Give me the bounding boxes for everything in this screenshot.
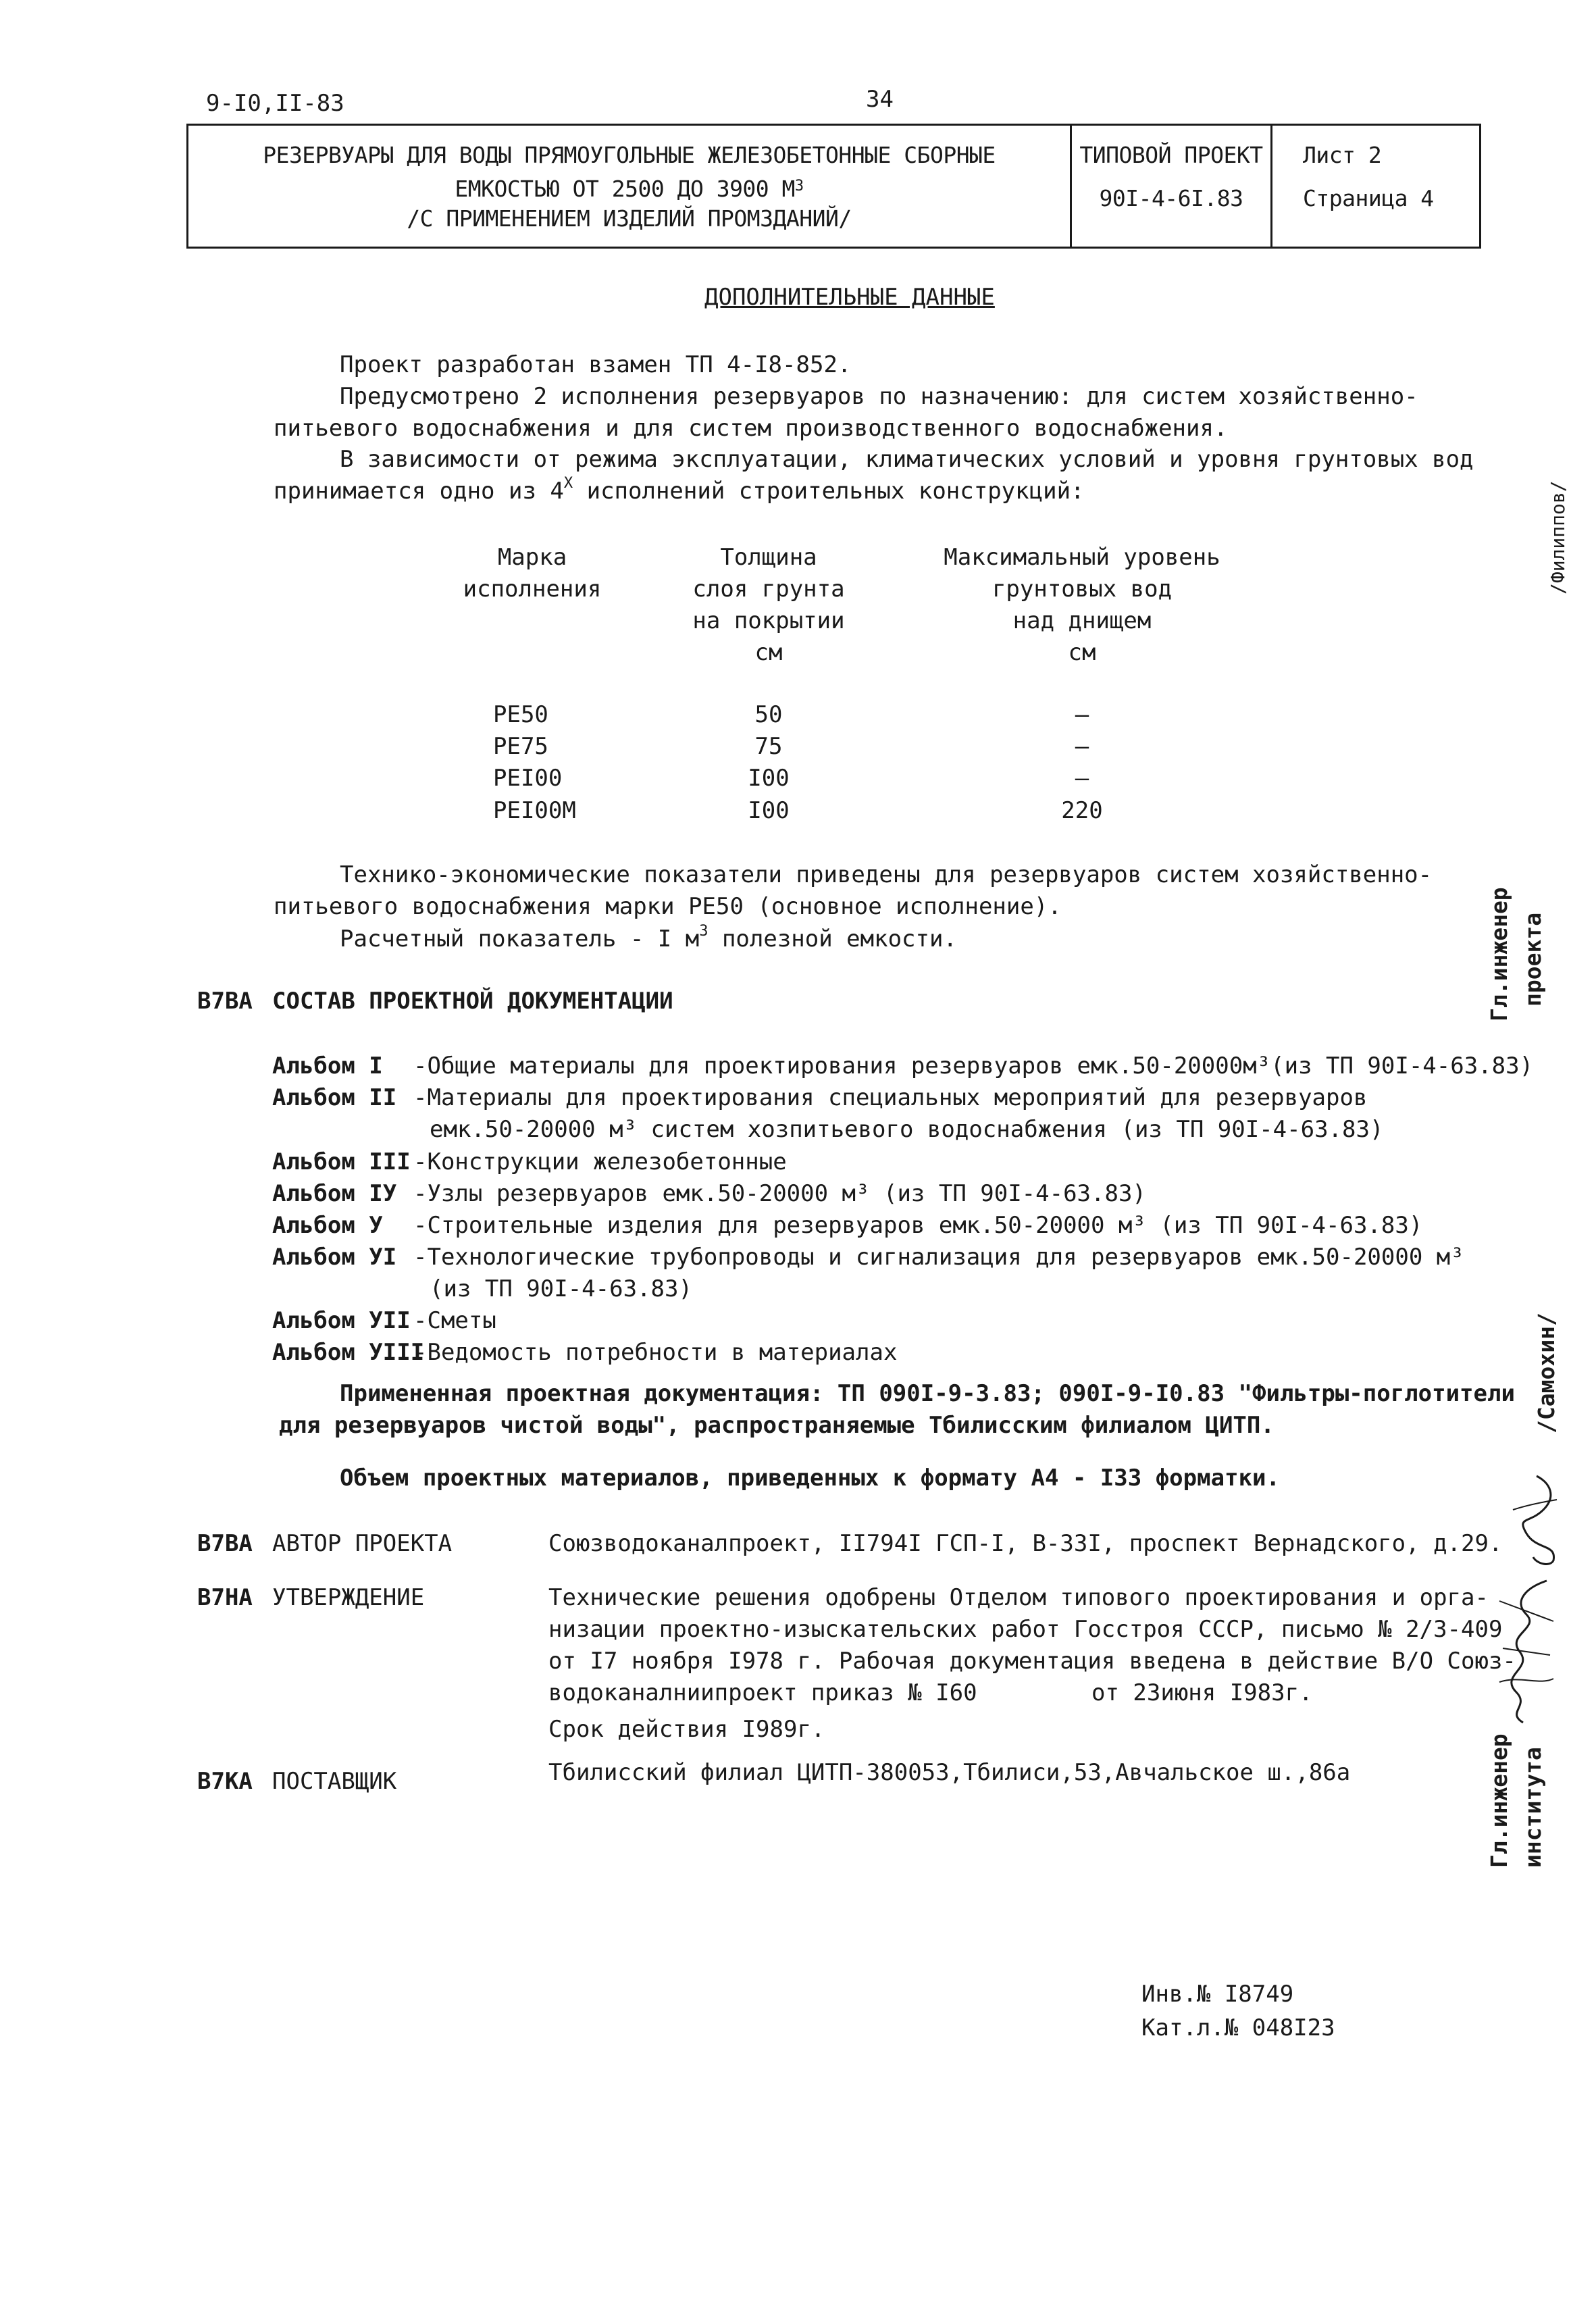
approval-line5: Срок действия I989г.	[548, 1716, 825, 1743]
approval-line3: от I7 ноября I978 г. Рабочая документация введена в действие В/О Союз-	[548, 1648, 1516, 1675]
intro-p2-line2: питьевого водоснабжения и для систем производственного водоснабжения.	[274, 415, 1228, 442]
table-row-2-thickness: 75	[754, 733, 783, 760]
tech-econ-line3b: полезной емкости.	[708, 925, 957, 952]
table-row-3-thickness: I00	[748, 765, 790, 792]
approval-code: В7НА	[197, 1584, 253, 1611]
approval-line2: низации проектно-изыскательских работ Госстроя СССР, письмо № 2/3-409	[548, 1616, 1503, 1643]
album-5-name: Альбом У	[272, 1212, 383, 1239]
table-header-thickness-4: см	[754, 639, 783, 666]
intro-p2-line1: Предусмотрено 2 исполнения резервуаров по назначению: для систем хозяйственно-	[340, 383, 1418, 410]
table-header-level-1: Максимальный уровень	[944, 544, 1220, 571]
intro-p3-line1: В зависимости от режима эксплуатации, климатических условий и уровня грунтовых вод	[340, 446, 1474, 473]
table-row-2-mark: РЕ75	[493, 733, 548, 760]
tech-econ-sup: 3	[699, 923, 709, 940]
catalog-number: Кат.л.№ 048I23	[1141, 2014, 1335, 2041]
table-header-level-3: над днищем	[1012, 607, 1152, 634]
composition-title: СОСТАВ ПРОЕКТНОЙ ДОКУМЕНТАЦИИ	[272, 988, 673, 1015]
table-row-3-mark: РЕI00	[493, 765, 563, 792]
applied-docs-line1: Примененная проектная документация: ТП 090I-9-3.83; 090I-9-I0.83 "Фильтры-поглотители	[340, 1380, 1515, 1407]
side-name-2: /Самохин/	[1533, 1313, 1560, 1433]
composition-code: В7ВА	[197, 988, 253, 1015]
album-2-name: Альбом II	[272, 1084, 397, 1111]
inventory-number: Инв.№ I8749	[1141, 1981, 1294, 2008]
album-1-text: -Общие материалы для проектирования резервуаров емк.50-20000м³(из ТП 90I-4-63.83)	[413, 1052, 1534, 1079]
approval-label: УТВЕРЖДЕНИЕ	[272, 1584, 425, 1611]
intro-p3-line2b: исполнений строительных конструкций:	[573, 478, 1085, 505]
table-row-3-level: –	[1075, 765, 1089, 792]
side-name-1: /Филиппов/	[1547, 480, 1569, 594]
approval-line4b: от 23июня I983г.	[1091, 1679, 1313, 1706]
author-code: В7ВА	[197, 1530, 253, 1557]
project-number: 90I-4-6I.83	[1099, 185, 1243, 211]
intro-p1: Проект разработан взамен ТП 4-I8-852.	[340, 351, 852, 378]
table-row-1-thickness: 50	[754, 701, 783, 728]
section-title: ДОПОЛНИТЕЛЬНЫЕ ДАННЫЕ	[704, 284, 995, 311]
album-8-text: -Ведомость потребности в материалах	[413, 1339, 898, 1366]
table-row-2-level: –	[1075, 733, 1089, 760]
table-header-thickness-2: слоя грунта	[692, 576, 845, 603]
volume-note: Объем проектных материалов, приведенных к формату А4 - I33 форматки.	[340, 1465, 1280, 1492]
sheet-number: Лист 2	[1303, 142, 1382, 168]
album-2-text: -Материалы для проектирования специальных мероприятий для резервуаров	[413, 1084, 1368, 1111]
side-chief-project-1: Гл.инженер	[1486, 887, 1512, 1021]
title-line-2-text: ЕМКОСТЬЮ ОТ 2500 ДО 3900 М	[455, 176, 795, 202]
side-chief-institute-2: института	[1520, 1747, 1546, 1868]
supplier-text: Тбилисский филиал ЦИТП-380053,Тбилиси,53,Авчальское ш.,86а	[548, 1759, 1351, 1786]
title-line-1: РЕЗЕРВУАРЫ ДЛЯ ВОДЫ ПРЯМОУГОЛЬНЫЕ ЖЕЛЕЗОБЕТОННЫЕ СБОРНЫЕ	[263, 142, 996, 168]
intro-p3-line2a: принимается одно из 4	[274, 478, 564, 505]
side-chief-project-2: проекта	[1520, 912, 1546, 1007]
table-row-4-mark: РЕI00М	[493, 797, 576, 824]
tech-econ-line3a: Расчетный показатель - I м	[340, 925, 700, 952]
side-chief-institute-1: Гл.инженер	[1486, 1733, 1512, 1868]
table-row-4-level: 220	[1061, 797, 1103, 824]
signature-1	[1496, 1469, 1570, 1571]
supplier-label: ПОСТАВЩИК	[272, 1768, 397, 1795]
album-7-text: -Сметы	[413, 1307, 496, 1334]
approval-line4a: водоканалниипроект приказ № I60	[548, 1679, 977, 1706]
tech-econ-line3	[340, 925, 957, 952]
supplier-code: В7КА	[197, 1768, 253, 1795]
album-7-name: Альбом УII	[272, 1307, 411, 1334]
signature-2	[1486, 1574, 1567, 1729]
album-6-text: -Технологические трубопроводы и сигнализация для резервуаров емк.50-20000 м³	[413, 1244, 1464, 1271]
author-text: Союзводоканалпроект, II794I ГСП-I, В-33I, проспект Вернадского, д.29.	[548, 1530, 1503, 1557]
table-header-thickness-3: на покрытии	[692, 607, 845, 634]
album-1-name: Альбом I	[272, 1052, 383, 1079]
tech-econ-line2: питьевого водоснабжения марки РЕ50 (основное исполнение).	[274, 893, 1062, 920]
applied-docs-line2: для резервуаров чистой воды", распространяемые Тбилисским филиалом ЦИТП.	[279, 1412, 1275, 1439]
tech-econ-line1: Технико-экономические показатели приведены для резервуаров систем хозяйственно-	[340, 861, 1433, 888]
table-header-mark-2: исполнения	[463, 576, 602, 603]
intro-p3-line2	[274, 475, 1085, 505]
table-header-mark-1: Марка	[497, 544, 567, 571]
table-header-thickness-1: Толщина	[720, 544, 817, 571]
title-block	[186, 124, 1481, 249]
project-label: ТИПОВОЙ ПРОЕКТ	[1079, 142, 1263, 168]
album-5-text: -Строительные изделия для резервуаров емк.50-20000 м³ (из ТП 90I-4-63.83)	[413, 1212, 1423, 1239]
series-code: 9-I0,II-83	[206, 90, 344, 117]
table-row-1-mark: РЕ50	[493, 701, 548, 728]
album-3-name: Альбом III	[272, 1148, 411, 1175]
table-row-4-thickness: I00	[748, 797, 790, 824]
intro-p3-sup: Х	[563, 475, 573, 492]
page-number: 34	[866, 86, 894, 113]
table-header-level-2: грунтовых вод	[992, 576, 1173, 603]
approval-line1: Технические решения одобрены Отделом типового проектирования и орга-	[548, 1584, 1489, 1611]
album-2-text-cont: емк.50-20000 м³ систем хозпитьевого водоснабжения (из ТП 90I-4-63.83)	[430, 1116, 1384, 1143]
album-8-name: Альбом УIII	[272, 1339, 425, 1366]
table-row-1-level: –	[1075, 701, 1089, 728]
title-line-3: /С ПРИМЕНЕНИЕМ ИЗДЕЛИЙ ПРОМЗДАНИЙ/	[407, 205, 852, 232]
author-label: АВТОР ПРОЕКТА	[272, 1530, 453, 1557]
album-4-text: -Узлы резервуаров емк.50-20000 м³ (из ТП 90I-4-63.83)	[413, 1180, 1146, 1207]
album-6-text-cont: (из ТП 90I-4-63.83)	[430, 1275, 692, 1302]
album-4-name: Альбом IУ	[272, 1180, 397, 1207]
page-of-sheet: Страница 4	[1303, 185, 1434, 211]
table-header-level-4: см	[1068, 639, 1096, 666]
album-6-name: Альбом УI	[272, 1244, 397, 1271]
album-3-text: -Конструкции железобетонные	[413, 1148, 787, 1175]
title-line-2-sup: 3	[794, 178, 804, 195]
